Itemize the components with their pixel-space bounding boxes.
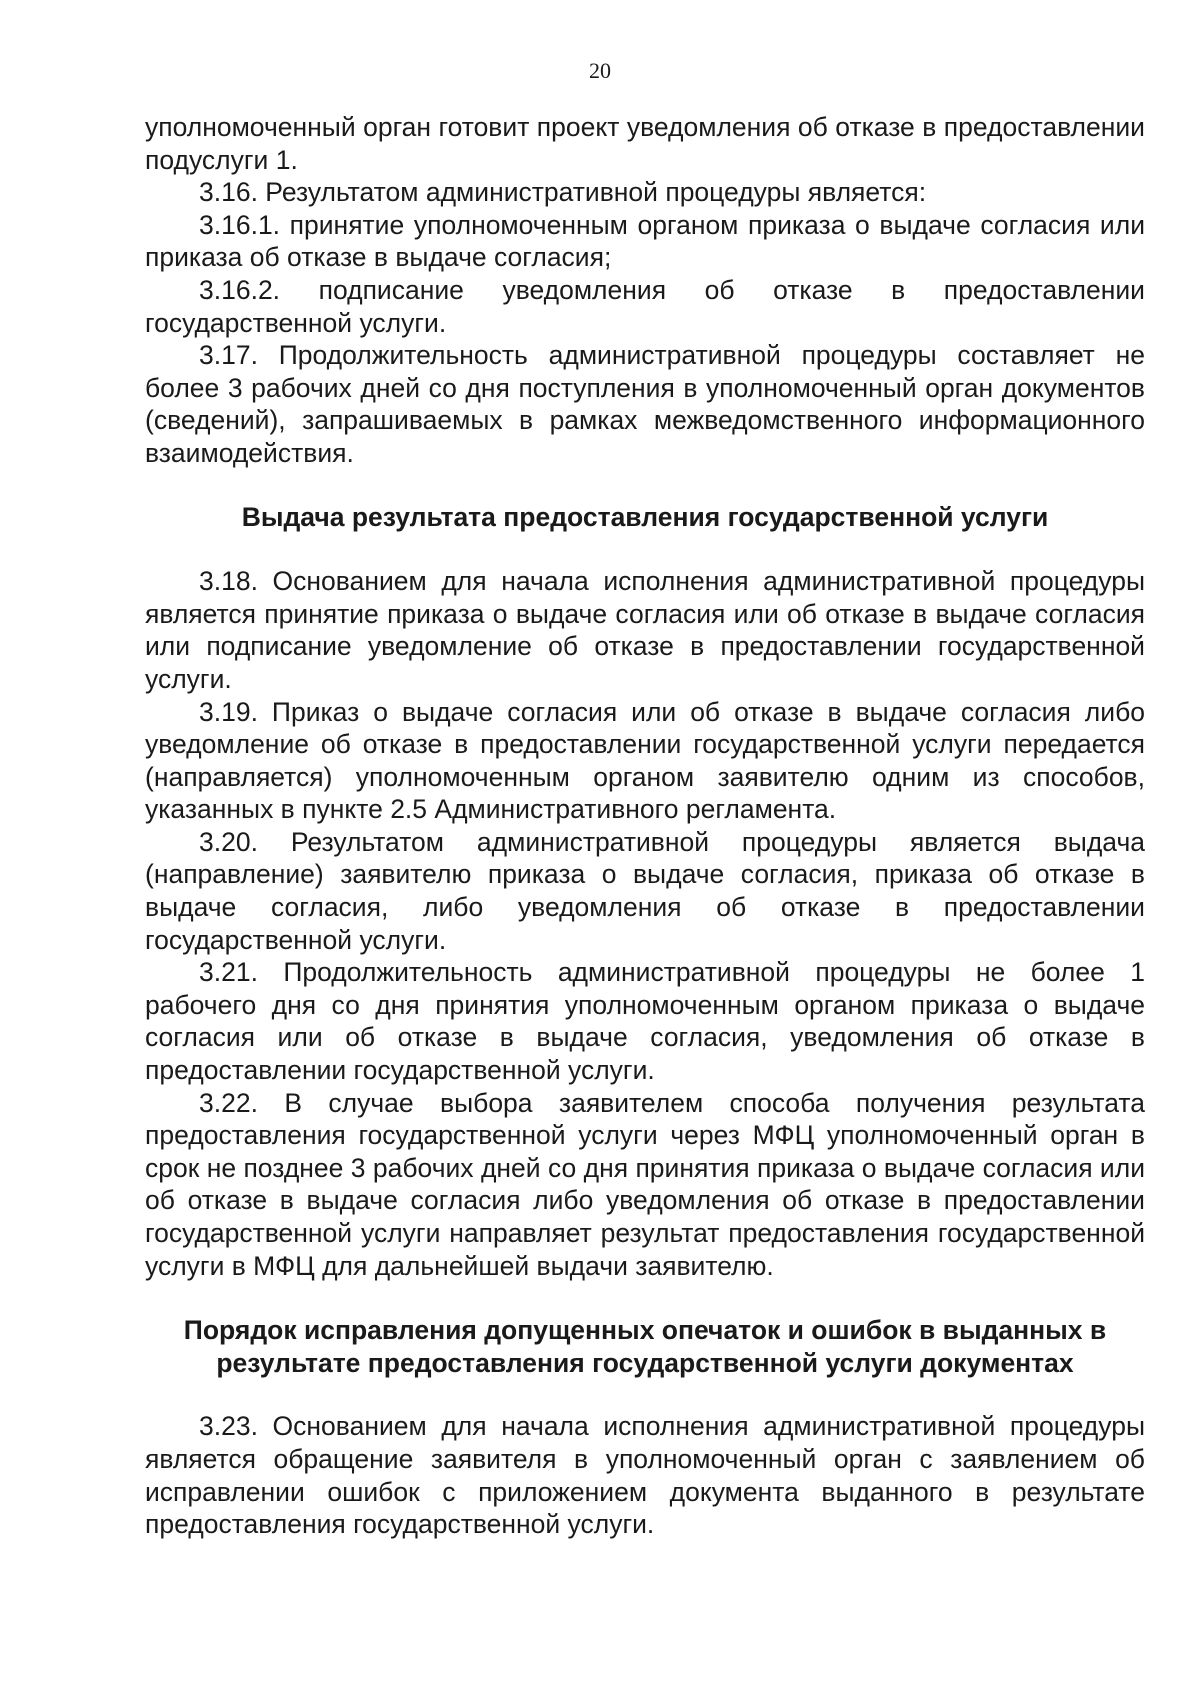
paragraph-3-18: 3.18. Основанием для начала исполнения административной процедуры является принятие приказа о выдаче согласия или об отказе в выдаче согласия или подписание уведомление об отказе в предоставлении государственной услуги. bbox=[145, 566, 1145, 694]
paragraph-3-16-2: 3.16.2. подписание уведомления об отказе в предоставлении государственной услуги. bbox=[145, 274, 1145, 338]
paragraph-3-22: 3.22. В случае выбора заявителем способа получения результата предоставления государственной услуги через МФЦ уполномоченный орган в срок не позднее 3 рабочих дней со дня принятия приказа о выдаче согласия или об отказе в выдаче согласия либо уведомления об отказе в предоставлении государственной услуги направляет результат предоставления государственной услуги в МФЦ для дальнейшей выдачи заявителю. bbox=[145, 1087, 1145, 1281]
paragraph-3-21: 3.21. Продолжительность административной процедуры не более 1 рабочего дня со дня принятия уполномоченным органом приказа о выдаче согласия или об отказе в выдаче согласия, уведомления об отказе в предоставлении государственной услуги. bbox=[145, 957, 1145, 1086]
document-body bbox=[145, 111, 1145, 1541]
page-number: 20 bbox=[589, 58, 611, 83]
paragraph-3-20: 3.20. Результатом административной процедуры является выдача (направление) заявителю приказа о выдаче согласия, приказа об отказе в выдаче согласия, либо уведомления об отказе в предоставлении государственной услуги. bbox=[145, 826, 1145, 955]
paragraph-continuation: уполномоченный орган готовит проект уведомления об отказе в предоставлении подуслуги 1. bbox=[145, 112, 1145, 175]
section-heading-error-correction: Порядок исправления допущенных опечаток и ошибок в выданных в результате предоставления государственной услуги документах bbox=[183, 1315, 1107, 1378]
paragraph-3-16-1: 3.16.1. принятие уполномоченным органом приказа о выдаче согласия или приказа об отказе в выдаче согласия; bbox=[145, 209, 1145, 273]
paragraph-3-16: 3.16. Результатом административной процедуры является: bbox=[199, 177, 927, 208]
paragraph-3-23: 3.23. Основанием для начала исполнения административной процедуры является обращение заявителя в уполномоченный орган с заявлением об исправлении ошибок с приложением документа выданного в результате предоставления государственной услуги. bbox=[145, 1411, 1145, 1540]
paragraph-3-17: 3.17. Продолжительность административной процедуры составляет не более 3 рабочих дней со дня поступления в уполномоченный орган документов (сведений), запрашиваемых в рамках межведомственного информационного взаимодействия. bbox=[145, 340, 1145, 468]
paragraph-3-19: 3.19. Приказ о выдаче согласия или об отказе в выдаче согласия либо уведомление об отказе в предоставлении государственной услуги передается (направляется) уполномоченным органом заявителю одним из способов, указанных в пункте 2.5 Административного регламента. bbox=[145, 696, 1145, 825]
section-heading-result-issuance: Выдача результата предоставления государственной услуги bbox=[241, 501, 1049, 532]
